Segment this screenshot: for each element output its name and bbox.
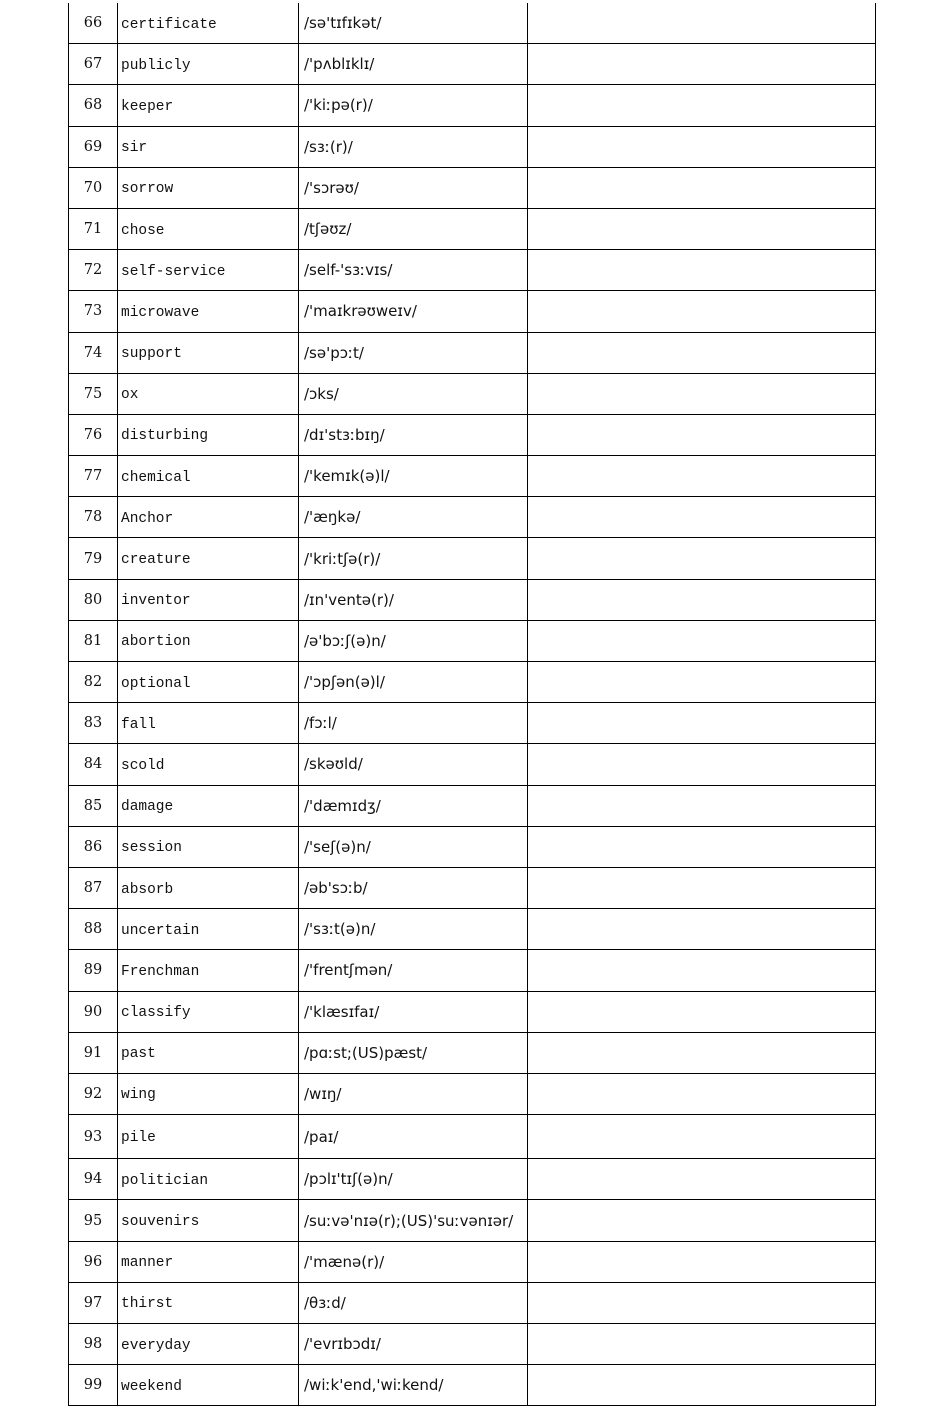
row-number: 76 <box>69 414 118 455</box>
meaning-blank-cell <box>528 456 876 497</box>
vocab-word: uncertain <box>118 909 299 950</box>
table-row <box>69 1032 876 1073</box>
table-row <box>69 414 876 455</box>
vocab-word: session <box>118 826 299 867</box>
meaning-blank-cell <box>528 579 876 620</box>
row-number: 66 <box>69 3 118 44</box>
table-row <box>69 126 876 167</box>
vocab-word: fall <box>118 703 299 744</box>
meaning-blank-cell <box>528 991 876 1032</box>
meaning-blank-cell <box>528 85 876 126</box>
meaning-blank-cell <box>528 1241 876 1282</box>
phonetic-transcription: /ɔks/ <box>299 373 528 414</box>
vocab-word: wing <box>118 1073 299 1114</box>
phonetic-transcription: /'mænə(r)/ <box>299 1241 528 1282</box>
row-number: 71 <box>69 208 118 249</box>
phonetic-transcription: /'kriːtʃə(r)/ <box>299 538 528 579</box>
phonetic-transcription: /sə'pɔːt/ <box>299 332 528 373</box>
meaning-blank-cell <box>528 1365 876 1406</box>
phonetic-transcription: /self-'sɜːvɪs/ <box>299 250 528 291</box>
meaning-blank-cell <box>528 785 876 826</box>
meaning-blank-cell <box>528 1324 876 1365</box>
table-row <box>69 85 876 126</box>
row-number: 89 <box>69 950 118 991</box>
phonetic-transcription: /ə'bɔːʃ(ə)n/ <box>299 620 528 661</box>
phonetic-transcription: /pɑːst;(US)pæst/ <box>299 1032 528 1073</box>
phonetic-transcription: /pɔlɪ'tɪʃ(ə)n/ <box>299 1159 528 1200</box>
row-number: 87 <box>69 867 118 908</box>
table-row <box>69 208 876 249</box>
vocab-word: classify <box>118 991 299 1032</box>
row-number: 96 <box>69 1241 118 1282</box>
vocab-word: sir <box>118 126 299 167</box>
phonetic-transcription: /skəʊld/ <box>299 744 528 785</box>
row-number: 81 <box>69 620 118 661</box>
meaning-blank-cell <box>528 826 876 867</box>
vocab-word: keeper <box>118 85 299 126</box>
row-number: 79 <box>69 538 118 579</box>
row-number: 74 <box>69 332 118 373</box>
vocab-word: souvenirs <box>118 1200 299 1241</box>
vocab-word: microwave <box>118 291 299 332</box>
table-row <box>69 44 876 85</box>
meaning-blank-cell <box>528 126 876 167</box>
vocab-word: absorb <box>118 867 299 908</box>
phonetic-transcription: /dɪ'stɜːbɪŋ/ <box>299 414 528 455</box>
table-row <box>69 950 876 991</box>
table-row <box>69 497 876 538</box>
row-number: 90 <box>69 991 118 1032</box>
meaning-blank-cell <box>528 332 876 373</box>
meaning-blank-cell <box>528 620 876 661</box>
row-number: 77 <box>69 456 118 497</box>
meaning-blank-cell <box>528 3 876 44</box>
row-number: 85 <box>69 785 118 826</box>
vocab-word: politician <box>118 1159 299 1200</box>
table-row <box>69 456 876 497</box>
table-row <box>69 250 876 291</box>
phonetic-transcription: /sɜː(r)/ <box>299 126 528 167</box>
phonetic-transcription: /'evrɪbɔdɪ/ <box>299 1324 528 1365</box>
row-number: 70 <box>69 167 118 208</box>
row-number: 67 <box>69 44 118 85</box>
vocab-word: inventor <box>118 579 299 620</box>
vocab-word: damage <box>118 785 299 826</box>
table-row <box>69 373 876 414</box>
row-number: 98 <box>69 1324 118 1365</box>
meaning-blank-cell <box>528 867 876 908</box>
table-row <box>69 3 876 44</box>
table-row <box>69 1115 876 1159</box>
meaning-blank-cell <box>528 662 876 703</box>
vocab-word: optional <box>118 662 299 703</box>
phonetic-transcription: /suːvə'nɪə(r);(US)'suːvənɪər/ <box>299 1200 528 1241</box>
table-row <box>69 662 876 703</box>
row-number: 99 <box>69 1365 118 1406</box>
row-number: 88 <box>69 909 118 950</box>
row-number: 84 <box>69 744 118 785</box>
table-row <box>69 703 876 744</box>
meaning-blank-cell <box>528 744 876 785</box>
vocab-word: ox <box>118 373 299 414</box>
row-number: 68 <box>69 85 118 126</box>
phonetic-transcription: /'klæsɪfaɪ/ <box>299 991 528 1032</box>
table-row <box>69 1365 876 1406</box>
table-row <box>69 909 876 950</box>
row-number: 69 <box>69 126 118 167</box>
row-number: 93 <box>69 1115 118 1159</box>
row-number: 86 <box>69 826 118 867</box>
phonetic-transcription: /'æŋkə/ <box>299 497 528 538</box>
vocab-word: sorrow <box>118 167 299 208</box>
meaning-blank-cell <box>528 538 876 579</box>
vocab-word: self-service <box>118 250 299 291</box>
vocab-word: certificate <box>118 3 299 44</box>
vocab-word: chose <box>118 208 299 249</box>
row-number: 75 <box>69 373 118 414</box>
vocab-word: thirst <box>118 1282 299 1323</box>
vocab-word: Frenchman <box>118 950 299 991</box>
row-number: 72 <box>69 250 118 291</box>
meaning-blank-cell <box>528 1200 876 1241</box>
row-number: 82 <box>69 662 118 703</box>
phonetic-transcription: /wɪŋ/ <box>299 1073 528 1114</box>
meaning-blank-cell <box>528 950 876 991</box>
phonetic-transcription: /'sɜːt(ə)n/ <box>299 909 528 950</box>
meaning-blank-cell <box>528 250 876 291</box>
vocabulary-table-body <box>69 3 876 1406</box>
phonetic-transcription: /paɪ/ <box>299 1115 528 1159</box>
phonetic-transcription: /fɔːl/ <box>299 703 528 744</box>
table-row <box>69 1159 876 1200</box>
table-row <box>69 538 876 579</box>
meaning-blank-cell <box>528 909 876 950</box>
meaning-blank-cell <box>528 1282 876 1323</box>
row-number: 73 <box>69 291 118 332</box>
phonetic-transcription: /'frentʃmən/ <box>299 950 528 991</box>
table-row <box>69 1282 876 1323</box>
phonetic-transcription: /əb'sɔːb/ <box>299 867 528 908</box>
row-number: 91 <box>69 1032 118 1073</box>
table-row <box>69 991 876 1032</box>
vocab-word: abortion <box>118 620 299 661</box>
table-row <box>69 1324 876 1365</box>
meaning-blank-cell <box>528 44 876 85</box>
phonetic-transcription: /'pʌblɪklɪ/ <box>299 44 528 85</box>
meaning-blank-cell <box>528 497 876 538</box>
row-number: 94 <box>69 1159 118 1200</box>
row-number: 95 <box>69 1200 118 1241</box>
meaning-blank-cell <box>528 1073 876 1114</box>
table-row <box>69 620 876 661</box>
table-row <box>69 291 876 332</box>
phonetic-transcription: /'sɔrəʊ/ <box>299 167 528 208</box>
phonetic-transcription: /'dæmɪdʒ/ <box>299 785 528 826</box>
vocab-word: disturbing <box>118 414 299 455</box>
phonetic-transcription: /θɜːd/ <box>299 1282 528 1323</box>
table-row <box>69 826 876 867</box>
meaning-blank-cell <box>528 208 876 249</box>
vocab-word: chemical <box>118 456 299 497</box>
meaning-blank-cell <box>528 1159 876 1200</box>
table-row <box>69 1200 876 1241</box>
table-row <box>69 1073 876 1114</box>
phonetic-transcription: /sə'tɪfɪkət/ <box>299 3 528 44</box>
meaning-blank-cell <box>528 703 876 744</box>
row-number: 92 <box>69 1073 118 1114</box>
table-row <box>69 167 876 208</box>
meaning-blank-cell <box>528 1115 876 1159</box>
phonetic-transcription: /'seʃ(ə)n/ <box>299 826 528 867</box>
vocab-word: scold <box>118 744 299 785</box>
vocab-word: pile <box>118 1115 299 1159</box>
phonetic-transcription: /tʃəʊz/ <box>299 208 528 249</box>
vocab-word: Anchor <box>118 497 299 538</box>
phonetic-transcription: /wiːk'end,'wiːkend/ <box>299 1365 528 1406</box>
row-number: 80 <box>69 579 118 620</box>
phonetic-transcription: /'kiːpə(r)/ <box>299 85 528 126</box>
meaning-blank-cell <box>528 1032 876 1073</box>
meaning-blank-cell <box>528 167 876 208</box>
vocab-word: manner <box>118 1241 299 1282</box>
table-row <box>69 867 876 908</box>
phonetic-transcription: /'ɔpʃən(ə)l/ <box>299 662 528 703</box>
table-row <box>69 579 876 620</box>
vocab-word: everyday <box>118 1324 299 1365</box>
table-row <box>69 1241 876 1282</box>
row-number: 97 <box>69 1282 118 1323</box>
phonetic-transcription: /'maɪkrəʊweɪv/ <box>299 291 528 332</box>
row-number: 78 <box>69 497 118 538</box>
vocab-word: weekend <box>118 1365 299 1406</box>
phonetic-transcription: /ɪn'ventə(r)/ <box>299 579 528 620</box>
meaning-blank-cell <box>528 373 876 414</box>
vocab-word: creature <box>118 538 299 579</box>
meaning-blank-cell <box>528 291 876 332</box>
meaning-blank-cell <box>528 414 876 455</box>
table-row <box>69 332 876 373</box>
table-row <box>69 744 876 785</box>
vocab-word: publicly <box>118 44 299 85</box>
vocabulary-table <box>68 3 876 1406</box>
vocab-word: past <box>118 1032 299 1073</box>
phonetic-transcription: /'kemɪk(ə)l/ <box>299 456 528 497</box>
table-row <box>69 785 876 826</box>
vocab-word: support <box>118 332 299 373</box>
row-number: 83 <box>69 703 118 744</box>
